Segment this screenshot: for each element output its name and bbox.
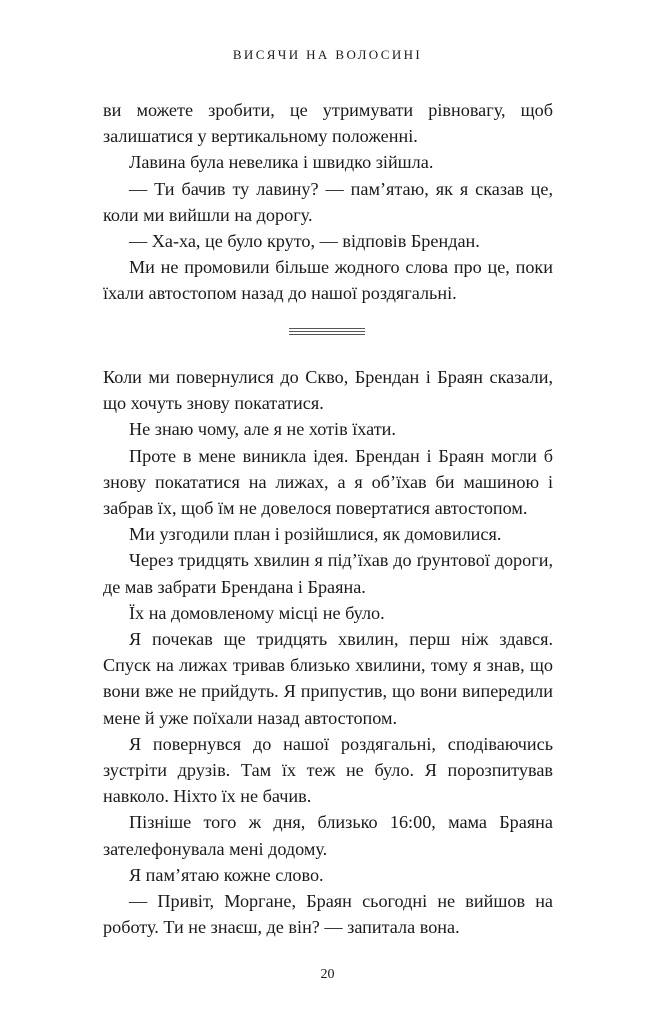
- text-block-1: [103, 97, 553, 307]
- paragraph: Я пам’ятаю кожне слово.: [129, 864, 324, 885]
- text-block-2: [103, 364, 553, 940]
- paragraph: Ми не промовили більше жодного слова про це, поки їхали автостопом назад до нашої роздягальні.: [103, 257, 553, 304]
- paragraph: Лавина була невелика і швидко зійшла.: [129, 152, 434, 173]
- paragraph: Коли ми повернулися до Скво, Брендан і Браян сказали, що хочуть знову покататися.: [103, 367, 553, 414]
- paragraph: ви можете зробити, це утримувати рівновагу, щоб залишатися у вертикальному положенні.: [103, 100, 553, 147]
- paragraph: Проте в мене виникла ідея. Брендан і Браян могли б знову покататися на лижах, а я об’їхав би машиною і забрав їх, щоб їм не довелося повертатися автостопом.: [103, 445, 553, 519]
- paragraph: — Ха-ха, це було круто, — відповів Брендан.: [129, 231, 480, 252]
- paragraph: — Ти бачив ту лавину? — пам’ятаю, як я сказав це, коли ми вийшли на дорогу.: [103, 178, 553, 225]
- paragraph: Не знаю чому, але я не хотів їхати.: [129, 419, 396, 440]
- paragraph: Їх на домовленому місці не було.: [129, 602, 385, 623]
- paragraph: Пізніше того ж дня, близько 16:00, мама Браяна зателефонувала мені додому.: [103, 812, 553, 859]
- paragraph: — Привіт, Моргане, Браян сьогодні не вийшов на роботу. Ти не знаєш, де він? — запитала вона.: [103, 891, 553, 938]
- running-head: ВИСЯЧИ НА ВОЛОСИНІ: [232, 47, 423, 62]
- paragraph: Через тридцять хвилин я під’їхав до ґрунтової дороги, де мав забрати Брендана і Браяна.: [103, 550, 553, 597]
- paragraph: Ми узгодили план і розійшлися, як домовилися.: [129, 524, 502, 545]
- section-divider: [289, 328, 365, 336]
- paragraph: Я повернувся до нашої роздягальні, сподіваючись зустріти друзів. Там їх теж не було. Я порозпитував навколо. Ніхто їх не бачив.: [103, 733, 553, 807]
- page-number: 20: [320, 967, 335, 982]
- paragraph: Я почекав ще тридцять хвилин, перш ніж здався. Спуск на лижах тривав близько хвилини, тому я знав, що вони вже не прийдуть. Я припустив, що вони випередили мене й уже поїхали назад автостопом.: [103, 629, 553, 728]
